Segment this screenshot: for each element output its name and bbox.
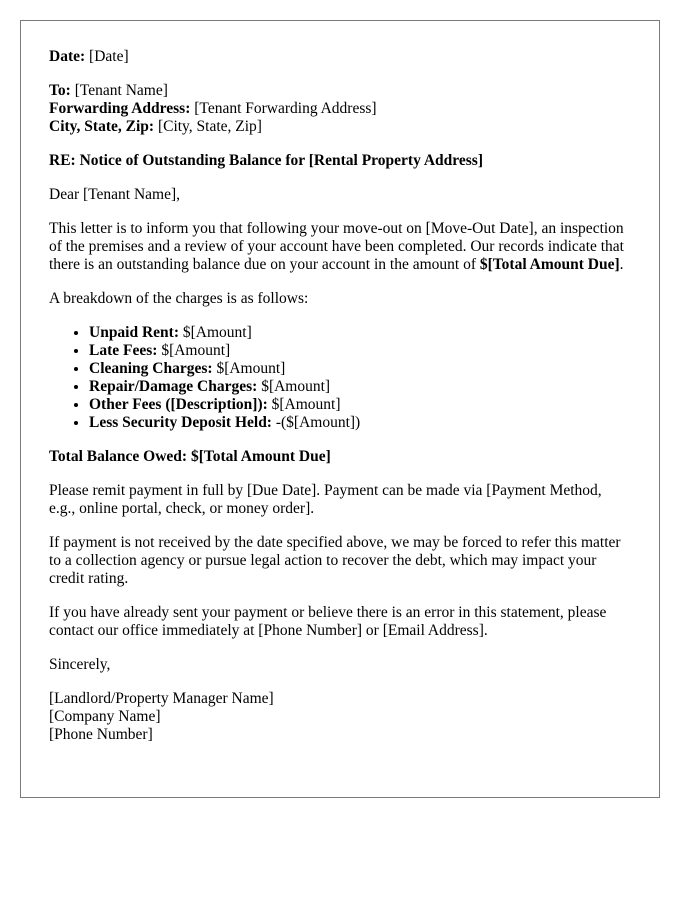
list-item [89, 360, 631, 378]
subject-text: RE: Notice of Outstanding Balance for [Rental Property Address] [49, 152, 483, 169]
breakdown-intro: A breakdown of the charges is as follows: [49, 290, 309, 307]
list-item [89, 396, 631, 414]
date-label: Date: [49, 48, 86, 65]
charge-value: $[Amount] [216, 360, 286, 377]
list-item [89, 342, 631, 360]
warning-paragraph: If payment is not received by the date specified above, we may be forced to refer this matter to a collection agency or pursue legal action to recover the debt, which may impact your credit rating. [49, 534, 621, 587]
total-text: Total Balance Owed: $[Total Amount Due] [49, 448, 331, 465]
to-value: [Tenant Name] [74, 82, 168, 99]
signature-block [49, 690, 631, 744]
charge-label: Late Fees: [89, 342, 158, 359]
intro-paragraph [49, 220, 631, 274]
charge-label: Cleaning Charges: [89, 360, 213, 377]
contact-paragraph: If you have already sent your payment or believe there is an error in this statement, please contact our office immediately at [Phone Number] or [Email Address]. [49, 604, 607, 639]
date-line [49, 48, 631, 66]
city-value: [City, State, Zip] [157, 118, 262, 135]
to-label: To: [49, 82, 71, 99]
charge-label: Unpaid Rent: [89, 324, 180, 341]
forwarding-label: Forwarding Address: [49, 100, 191, 117]
list-item [89, 378, 631, 396]
list-item [89, 324, 631, 342]
charge-label: Other Fees ([Description]): [89, 396, 268, 413]
closing: Sincerely, [49, 656, 111, 673]
forwarding-value: [Tenant Forwarding Address] [194, 100, 377, 117]
recipient-block [49, 82, 631, 136]
total-line [49, 448, 631, 466]
charge-label: Repair/Damage Charges: [89, 378, 258, 395]
charge-value: -($[Amount]) [275, 414, 361, 431]
city-line [49, 118, 631, 136]
salutation: Dear [Tenant Name], [49, 186, 181, 203]
intro-end: . [619, 256, 624, 273]
charge-value: $[Amount] [161, 342, 231, 359]
date-value: [Date] [89, 48, 129, 65]
signature-name: [Landlord/Property Manager Name] [49, 690, 274, 707]
to-line [49, 82, 631, 100]
signature-phone: [Phone Number] [49, 726, 153, 743]
list-item [89, 414, 631, 432]
charge-value: $[Amount] [182, 324, 252, 341]
payment-paragraph: Please remit payment in full by [Due Date]. Payment can be made via [Payment Method, e.g., online portal, check, or money order]. [49, 482, 602, 517]
intro-amount: $[Total Amount Due] [479, 256, 620, 273]
intro-text: This letter is to inform you that following your move-out on [Move-Out Date], an inspection of the premises and a review of your account have been completed. Our records indicate that there is an outstanding balance due on your account in the amount of [49, 220, 624, 273]
subject-line [49, 152, 631, 170]
charge-label: Less Security Deposit Held: [89, 414, 272, 431]
charge-value: $[Amount] [261, 378, 331, 395]
charges-list [49, 324, 631, 432]
city-label: City, State, Zip: [49, 118, 155, 135]
letter-document [20, 20, 660, 798]
charge-value: $[Amount] [271, 396, 341, 413]
signature-company: [Company Name] [49, 708, 161, 725]
forwarding-line [49, 100, 631, 118]
